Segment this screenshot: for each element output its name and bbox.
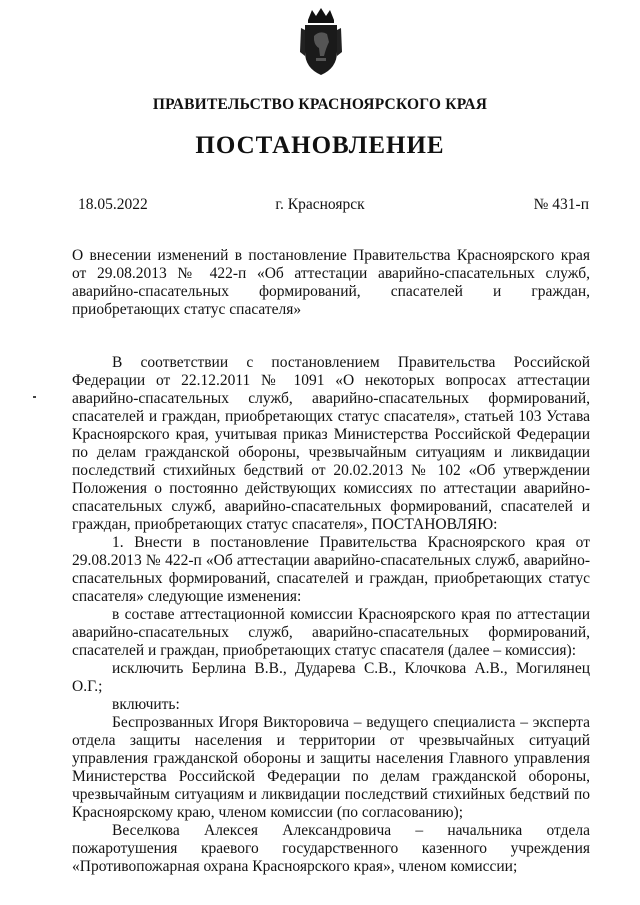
document-number: № 431-п [533, 196, 589, 213]
body-paragraph: включить: [112, 696, 180, 713]
body-paragraph: В соответствии с постановлением Правительства Российской Федерации от 22.12.2011 № 1091 «О некоторых вопросах аттестации аварийно-спасательных служб, аварийно-спасательных формирований, спасателей и граждан, приобретающих статус спасателя», статьей 103 Устава Красноярского края, учитывая приказ Министерства Российской Федерации по делам гражданской обороны, чрезвычайным ситуациям и ликвидации последствий стихийных бедствий от 20.02.2013 № 102 «Об утверждении Положения о постоянно действующих комиссиях по аттестации аварийно-спасательных служб, аварийно-спасательных формирований, спасателей и граждан, приобретающих статус спасателя», ПОСТАНОВЛЯЮ: [72, 354, 590, 533]
document-type-title: ПОСТАНОВЛЕНИЕ [195, 132, 445, 159]
document-body [72, 354, 590, 876]
document-subject: О внесении изменений в постановление Правительства Красноярского края от 29.08.2013 № 422-п «Об аттестации аварийно-спасательных служб, аварийно-спасательных формирований, спасателей и граждан, приобретающих статус спасателя» [72, 247, 590, 318]
body-paragraph: Беспрозванных Игоря Викторовича – ведущего специалиста – эксперта отдела защиты населения и территории от чрезвычайных ситуаций управления гражданской обороны и защиты населения Главного управления Министерства Российской Федерации по делам гражданской обороны, чрезвычайным ситуациям и ликвидации последствий стихийных бедствий по Красноярскому краю, членом комиссии (по согласованию); [72, 714, 590, 821]
body-paragraph: Веселкова Алексея Александровича – начальника отдела пожаротушения краевого государственного казенного учреждения «Противопожарная охрана Красноярского края», членом комиссии; [72, 822, 590, 875]
body-paragraph: 1. Внести в постановление Правительства Красноярского края от 29.08.2013 № 422-п «Об аттестации аварийно-спасательных служб, аварийно-спасательных формирований, спасателей и граждан, приобретающих статус спасателя» следующие изменения: [72, 534, 590, 605]
krasnoyarsk-coat-of-arms-icon [296, 6, 346, 78]
document-date: 18.05.2022 [78, 196, 148, 213]
government-title: ПРАВИТЕЛЬСТВО КРАСНОЯРСКОГО КРАЯ [152, 96, 488, 113]
body-paragraph: исключить Берлина В.В., Дударева С.В., Клочкова А.В., Могилянец О.Г.; [72, 660, 590, 695]
scan-speck [33, 396, 36, 398]
body-paragraph: в составе аттестационной комиссии Красноярского края по аттестации аварийно-спасательных служб, аварийно-спасательных формирований, спасателей и граждан, приобретающих статус спасателя (далее – комиссия): [72, 606, 590, 659]
document-city: г. Красноярск [275, 196, 365, 213]
